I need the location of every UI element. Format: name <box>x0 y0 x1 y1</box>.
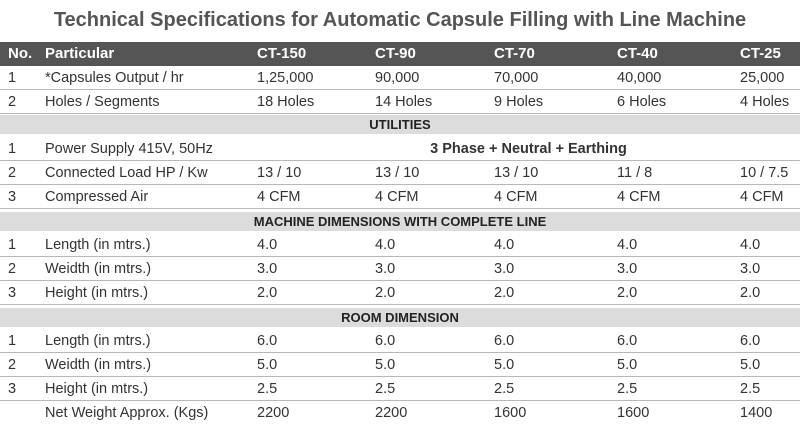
cell-ct40: 6 Holes <box>617 94 667 110</box>
cell-ct70: 3.0 <box>494 261 515 277</box>
table-row <box>0 233 800 257</box>
table-row <box>0 161 800 185</box>
cell-ct25: 2.0 <box>740 285 761 301</box>
cell-ct40: 40,000 <box>617 70 662 86</box>
row-particular: Holes / Segments <box>45 94 160 110</box>
row-particular: Compressed Air <box>45 189 149 205</box>
table-row <box>0 281 800 305</box>
row-particular: Power Supply 415V, 50Hz <box>45 141 213 157</box>
header-ct70: CT-70 <box>494 45 535 62</box>
cell-ct25: 4 Holes <box>740 94 790 110</box>
cell-ct40: 4 CFM <box>617 189 661 205</box>
cell-ct70: 13 / 10 <box>494 165 539 181</box>
cell-ct70: 9 Holes <box>494 94 544 110</box>
table-row <box>0 185 800 209</box>
cell-ct40: 1600 <box>617 405 650 421</box>
table-row <box>0 401 800 425</box>
table-row <box>0 329 800 353</box>
header-no: No. <box>8 45 33 62</box>
row-particular: Length (in mtrs.) <box>45 333 151 349</box>
cell-ct40: 2.5 <box>617 381 638 397</box>
cell-ct150: 4 CFM <box>257 189 301 205</box>
cell-ct150: 1,25,000 <box>257 70 314 86</box>
section-heading-machine-dimensions: MACHINE DIMENSIONS WITH COMPLETE LINE <box>0 212 800 231</box>
cell-ct25: 4 CFM <box>740 189 784 205</box>
cell-ct70: 4 CFM <box>494 189 538 205</box>
row-no: 2 <box>8 94 17 110</box>
cell-ct40: 5.0 <box>617 357 638 373</box>
table-row <box>0 377 800 401</box>
row-no: 3 <box>8 189 17 205</box>
cell-ct90: 13 / 10 <box>375 165 420 181</box>
header-particular: Particular <box>45 45 115 62</box>
cell-ct150: 6.0 <box>257 333 278 349</box>
row-no: 2 <box>8 261 17 277</box>
cell-ct150: 4.0 <box>257 237 278 253</box>
table-row <box>0 66 800 90</box>
cell-ct150: 18 Holes <box>257 94 315 110</box>
cell-ct25: 3.0 <box>740 261 761 277</box>
cell-ct40: 4.0 <box>617 237 638 253</box>
cell-ct40: 2.0 <box>617 285 638 301</box>
row-no: 1 <box>8 70 17 86</box>
cell-ct25: 6.0 <box>740 333 761 349</box>
cell-ct150: 2.0 <box>257 285 278 301</box>
cell-ct70: 2.5 <box>494 381 515 397</box>
cell-ct150: 5.0 <box>257 357 278 373</box>
header-ct90: CT-90 <box>375 45 416 62</box>
table-row <box>0 137 800 161</box>
cell-ct90: 14 Holes <box>375 94 433 110</box>
cell-ct90: 5.0 <box>375 357 396 373</box>
row-no: 1 <box>8 333 17 349</box>
power-supply-value: 3 Phase + Neutral + Earthing <box>430 141 627 157</box>
row-particular: Weidth (in mtrs.) <box>45 357 152 373</box>
cell-ct25: 4.0 <box>740 237 761 253</box>
row-particular: Net Weight Approx. (Kgs) <box>45 405 209 421</box>
cell-ct90: 2.5 <box>375 381 396 397</box>
cell-ct25: 1400 <box>740 405 773 421</box>
section-heading-room-dimension: ROOM DIMENSION <box>0 308 800 327</box>
cell-ct70: 5.0 <box>494 357 515 373</box>
row-no: 2 <box>8 165 17 181</box>
row-no: 3 <box>8 381 17 397</box>
cell-ct70: 70,000 <box>494 70 539 86</box>
cell-ct90: 2200 <box>375 405 408 421</box>
cell-ct40: 6.0 <box>617 333 638 349</box>
row-no: 1 <box>8 237 17 253</box>
row-no: 1 <box>8 141 17 157</box>
section-heading-utilities: UTILITIES <box>0 115 800 134</box>
row-particular: Length (in mtrs.) <box>45 237 151 253</box>
cell-ct70: 6.0 <box>494 333 515 349</box>
row-no: 2 <box>8 357 17 373</box>
row-particular: *Capsules Output / hr <box>45 70 184 86</box>
table-header <box>0 42 800 66</box>
cell-ct25: 25,000 <box>740 70 785 86</box>
cell-ct25: 10 / 7.5 <box>740 165 789 181</box>
cell-ct90: 4 CFM <box>375 189 419 205</box>
cell-ct90: 3.0 <box>375 261 396 277</box>
table-row <box>0 353 800 377</box>
cell-ct70: 2.0 <box>494 285 515 301</box>
row-particular: Height (in mtrs.) <box>45 381 149 397</box>
table-row <box>0 90 800 114</box>
table-row <box>0 257 800 281</box>
row-particular: Connected Load HP / Kw <box>45 165 208 181</box>
header-ct40: CT-40 <box>617 45 658 62</box>
row-no: 3 <box>8 285 17 301</box>
row-particular: Height (in mtrs.) <box>45 285 149 301</box>
cell-ct90: 2.0 <box>375 285 396 301</box>
cell-ct70: 1600 <box>494 405 527 421</box>
cell-ct150: 3.0 <box>257 261 278 277</box>
cell-ct40: 11 / 8 <box>617 165 653 181</box>
page-title: Technical Specifications for Automatic Capsule Filling with Line Machine <box>53 9 747 31</box>
header-ct150: CT-150 <box>257 45 307 62</box>
cell-ct25: 2.5 <box>740 381 761 397</box>
cell-ct150: 2200 <box>257 405 290 421</box>
cell-ct40: 3.0 <box>617 261 638 277</box>
cell-ct70: 4.0 <box>494 237 515 253</box>
cell-ct90: 6.0 <box>375 333 396 349</box>
cell-ct90: 90,000 <box>375 70 420 86</box>
row-particular: Weidth (in mtrs.) <box>45 261 152 277</box>
cell-ct150: 2.5 <box>257 381 278 397</box>
cell-ct25: 5.0 <box>740 357 761 373</box>
header-ct25: CT-25 <box>740 45 781 62</box>
cell-ct150: 13 / 10 <box>257 165 302 181</box>
cell-ct90: 4.0 <box>375 237 396 253</box>
